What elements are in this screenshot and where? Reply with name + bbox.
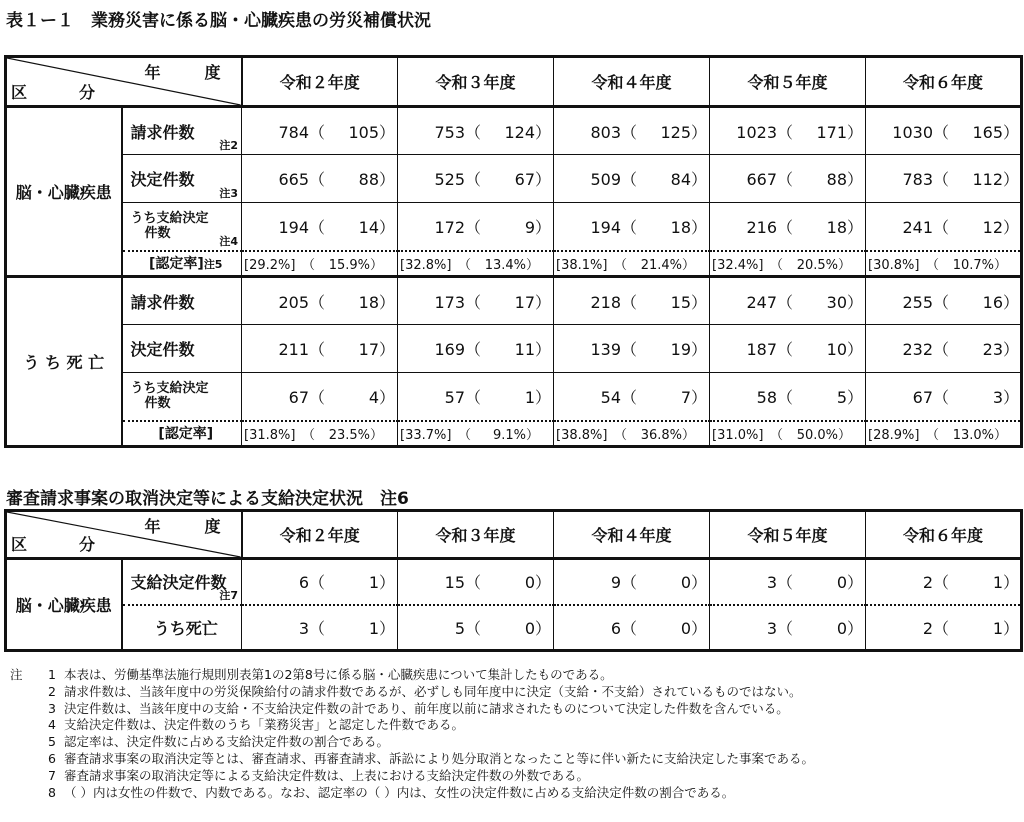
footnotes	[10, 667, 814, 801]
cell-total: 67	[288, 387, 309, 407]
row-rate	[6, 421, 1022, 447]
year-header: 令和６年度	[866, 57, 1022, 107]
cell-total: 139	[590, 340, 621, 359]
cell-total: 67	[912, 387, 933, 407]
footnote-line	[10, 717, 814, 734]
footnote-line	[10, 734, 814, 751]
row-label-text: 決定件数	[130, 170, 195, 189]
cell-total: 509	[590, 170, 621, 189]
data-cell: [29.2%] （ 15.9%）	[242, 251, 398, 277]
cell-female: 171	[816, 122, 847, 142]
cell-rate-total: [38.1%]	[556, 257, 608, 273]
data-cell: [33.7%] （ 9.1%）	[398, 421, 554, 447]
data-cell: 205（ 18）	[242, 277, 398, 325]
cell-rate-total: [28.9%]	[868, 427, 920, 443]
row-label: 決定件数	[122, 325, 242, 373]
cell-rate-total: [33.7%]	[400, 427, 452, 443]
data-cell: 194（ 18）	[554, 203, 710, 251]
row-rate	[6, 251, 1022, 277]
data-cell: [31.8%] （ 23.5%）	[242, 421, 398, 447]
footnote-line	[10, 667, 814, 684]
cell-total: 3	[766, 573, 777, 593]
footnote-number: 1	[48, 667, 56, 682]
cell-total: 803	[590, 122, 621, 142]
year-header: 令和６年度	[866, 511, 1022, 559]
year-header: 令和２年度	[242, 511, 398, 559]
cell-rate-female: 13.4%	[484, 257, 526, 273]
footnote-text: 決定件数は、当該年度中の支給・不支給決定件数の計であり、前年度以前に請求されたものについて決定した件数を含んでいる。	[64, 700, 789, 716]
data-cell: 187（ 10）	[710, 325, 866, 373]
row-label-text: 支給決定件数	[130, 573, 227, 593]
cell-female: 4	[368, 387, 379, 407]
cell-female: 88	[358, 170, 379, 189]
data-cell: 211（ 17）	[242, 325, 398, 373]
row-paid	[6, 203, 1022, 251]
year-header: 令和５年度	[710, 57, 866, 107]
data-cell: 216（ 18）	[710, 203, 866, 251]
cell-female: 0	[524, 618, 535, 638]
cell-female: 1	[368, 573, 379, 593]
table1-title: 表１ー１ 業務災害に係る脳・心臓疾患の労災補償状況	[6, 11, 431, 31]
year-header: 令和４年度	[554, 511, 710, 559]
data-cell: [31.0%] （ 50.0%）	[710, 421, 866, 447]
data-cell: [30.8%] （ 10.7%）	[866, 251, 1022, 277]
cell-total: 247	[746, 292, 777, 312]
group-label-heart-brain: 脳・心臓疾患	[6, 107, 122, 277]
cell-total: 1023	[736, 122, 777, 142]
cell-total: 54	[600, 387, 621, 407]
cell-total: 6	[298, 573, 309, 593]
footnote-label: 注	[10, 667, 23, 682]
data-cell: 232（ 23）	[866, 325, 1022, 373]
data-cell: 2（ 1）	[866, 559, 1022, 605]
data-cell: [32.4%] （ 20.5%）	[710, 251, 866, 277]
corner-category-label: 区 分	[11, 83, 114, 102]
cell-female: 0	[680, 573, 691, 593]
row-label: うち死亡	[122, 605, 242, 651]
cell-female: 0	[524, 573, 535, 593]
cell-total: 784	[278, 122, 309, 142]
data-cell: 139（ 19）	[554, 325, 710, 373]
data-cell: [38.1%] （ 21.4%）	[554, 251, 710, 277]
row-label	[122, 155, 242, 203]
row-label	[122, 251, 242, 277]
footnote-number: 5	[48, 734, 56, 750]
cell-total: 2	[922, 618, 933, 638]
cell-rate-total: [32.8%]	[400, 257, 452, 273]
cell-female: 18	[826, 217, 847, 237]
row-decisions	[6, 155, 1022, 203]
data-cell: [28.9%] （ 13.0%）	[866, 421, 1022, 447]
group-label-heart-brain: 脳・心臓疾患	[6, 559, 122, 651]
cell-total: 15	[444, 573, 465, 593]
row-decisions	[6, 325, 1022, 373]
footnote-number: 3	[48, 700, 56, 716]
cell-female: 1	[992, 573, 1003, 593]
cell-total: 173	[434, 292, 465, 312]
footnote-number: 2	[48, 683, 56, 699]
row-label-text: うち支給決定	[130, 211, 209, 227]
row-label: [認定率]	[122, 421, 242, 447]
cell-female: 0	[836, 573, 847, 593]
corner-year-label: 年 度	[144, 63, 235, 82]
header-corner	[6, 57, 242, 107]
cell-total: 255	[902, 292, 933, 312]
row-label-text: うち支給決定	[130, 381, 209, 397]
row-paid	[6, 559, 1022, 605]
data-cell: 58（ 5）	[710, 373, 866, 421]
data-cell: 1023（ 171）	[710, 107, 866, 155]
data-cell: 194（ 14）	[242, 203, 398, 251]
year-header: 令和４年度	[554, 57, 710, 107]
cell-total: 172	[434, 217, 465, 237]
row-label	[122, 373, 242, 421]
row-claims	[6, 107, 1022, 155]
row-label-text: 請求件数	[130, 122, 195, 142]
cell-rate-female: 10.7%	[952, 257, 994, 273]
data-cell: 509（ 84）	[554, 155, 710, 203]
cell-female: 124	[504, 122, 535, 142]
row-paid	[6, 373, 1022, 421]
cell-female: 165	[972, 122, 1003, 142]
cell-total: 58	[756, 387, 777, 407]
cell-female: 23	[982, 340, 1003, 359]
row-label-text: 件数	[144, 226, 171, 242]
table2-title: 審査請求事案の取消決定等による支給決定状況 注6	[6, 489, 409, 509]
cell-total: 667	[746, 170, 777, 189]
data-cell: 753（ 124）	[398, 107, 554, 155]
appeal-decisions-table	[4, 509, 1023, 652]
cell-female: 11	[514, 340, 535, 359]
cell-rate-female: 9.1%	[492, 427, 526, 443]
footnote-line	[10, 701, 814, 718]
data-cell: 57（ 1）	[398, 373, 554, 421]
cell-female: 19	[670, 340, 691, 359]
cell-total: 3	[298, 618, 309, 638]
cell-rate-female: 36.8%	[640, 427, 682, 443]
data-cell: 5（ 0）	[398, 605, 554, 651]
data-cell: 1030（ 165）	[866, 107, 1022, 155]
footnote-text: 支給決定件数は、決定件数のうち「業務災害」と認定した件数である。	[64, 717, 465, 733]
cell-female: 112	[972, 170, 1003, 189]
corner-category-label: 区 分	[11, 535, 114, 554]
cell-total: 5	[454, 618, 465, 638]
cell-female: 125	[660, 122, 691, 142]
data-cell: 15（ 0）	[398, 559, 554, 605]
data-cell: 67（ 4）	[242, 373, 398, 421]
year-header: 令和５年度	[710, 511, 866, 559]
data-cell: 169（ 11）	[398, 325, 554, 373]
data-cell: 173（ 17）	[398, 277, 554, 325]
data-cell: 247（ 30）	[710, 277, 866, 325]
cell-rate-female: 15.9%	[328, 257, 370, 273]
data-cell: 241（ 12）	[866, 203, 1022, 251]
cell-total: 241	[902, 217, 933, 237]
footnote-text: 認定率は、決定件数に占める支給決定件数の割合である。	[64, 734, 390, 750]
cell-female: 5	[836, 387, 847, 407]
cell-total: 57	[444, 387, 465, 407]
year-header: 令和３年度	[398, 511, 554, 559]
cell-rate-female: 21.4%	[640, 257, 682, 273]
data-cell: 667（ 88）	[710, 155, 866, 203]
cell-female: 18	[358, 292, 379, 312]
footnote-text: 請求件数は、当該年度中の労災保険給付の請求件数であるが、必ずしも同年度中に決定（支給・不支給）されているものではない。	[64, 683, 802, 699]
row-label	[122, 107, 242, 155]
data-cell: 9（ 0）	[554, 559, 710, 605]
cell-female: 17	[514, 292, 535, 312]
cell-rate-female: 20.5%	[796, 257, 838, 273]
data-cell: 784（ 105）	[242, 107, 398, 155]
cell-total: 218	[590, 292, 621, 312]
cell-rate-total: [38.8%]	[556, 427, 608, 443]
cell-total: 6	[610, 618, 621, 638]
data-cell: 783（ 112）	[866, 155, 1022, 203]
cell-rate-total: [32.4%]	[712, 257, 764, 273]
cell-rate-total: [31.8%]	[244, 427, 296, 443]
cell-total: 783	[902, 170, 933, 189]
note-ref: 注2	[219, 139, 238, 152]
cell-rate-total: [31.0%]	[712, 427, 764, 443]
data-cell: 2（ 1）	[866, 605, 1022, 651]
data-cell: 3（ 0）	[710, 559, 866, 605]
cell-total: 2	[922, 573, 933, 593]
cell-rate-female: 23.5%	[328, 427, 370, 443]
cell-female: 105	[348, 122, 379, 142]
data-cell: 665（ 88）	[242, 155, 398, 203]
row-label	[122, 559, 242, 605]
data-cell: 803（ 125）	[554, 107, 710, 155]
cell-rate-total: [29.2%]	[244, 257, 296, 273]
cell-total: 665	[278, 170, 309, 189]
cell-female: 10	[826, 340, 847, 359]
cell-female: 67	[514, 170, 535, 189]
cell-female: 9	[524, 217, 535, 237]
cell-total: 194	[278, 217, 309, 237]
cell-total: 232	[902, 340, 933, 359]
data-cell: 525（ 67）	[398, 155, 554, 203]
year-header: 令和２年度	[242, 57, 398, 107]
cell-total: 753	[434, 122, 465, 142]
cell-female: 1	[368, 618, 379, 638]
footnote-number: 8	[48, 784, 56, 800]
row-label	[122, 203, 242, 251]
corner-year-label: 年 度	[144, 517, 235, 536]
cell-female: 1	[992, 618, 1003, 638]
cell-total: 187	[746, 340, 777, 359]
note-ref: 注5	[203, 258, 223, 272]
footnote-text: 審査請求事案の取消決定等による支給決定件数は、上表における支給決定件数の外数である。	[64, 767, 590, 783]
data-cell: 218（ 15）	[554, 277, 710, 325]
data-cell: 3（ 0）	[710, 605, 866, 651]
row-label-text: [認定率]	[149, 256, 204, 273]
data-cell: 3（ 1）	[242, 605, 398, 651]
footnote-number: 4	[48, 717, 56, 733]
cell-total: 169	[434, 340, 465, 359]
cell-female: 3	[992, 387, 1003, 407]
cell-rate-total: [30.8%]	[868, 257, 920, 273]
note-ref: 注4	[219, 234, 238, 248]
data-cell: 67（ 3）	[866, 373, 1022, 421]
cell-rate-female: 13.0%	[952, 427, 994, 443]
cell-female: 12	[982, 217, 1003, 237]
cell-total: 211	[278, 340, 309, 359]
cell-female: 16	[982, 292, 1003, 312]
cell-female: 17	[358, 340, 379, 359]
footnote-line	[10, 684, 814, 701]
footnote-number: 7	[48, 767, 56, 783]
cell-female: 0	[680, 618, 691, 638]
header-corner	[6, 511, 242, 559]
cell-female: 88	[826, 170, 847, 189]
cell-rate-female: 50.0%	[796, 427, 838, 443]
footnote-line	[10, 768, 814, 785]
data-cell: 6（ 0）	[554, 605, 710, 651]
footnote-text: 本表は、労働基準法施行規則別表第1の2第8号に係る脳・心臓疾患について集計したものである。	[64, 667, 613, 682]
cell-total: 194	[590, 217, 621, 237]
footnote-line	[10, 785, 814, 802]
cell-female: 15	[670, 292, 691, 312]
footnote-text: （ ）内は女性の件数で、内数である。なお、認定率の（ ）内は、女性の決定件数に占める支給決定件数の割合である。	[64, 784, 735, 800]
data-cell: 255（ 16）	[866, 277, 1022, 325]
data-cell: 6（ 1）	[242, 559, 398, 605]
cell-female: 7	[680, 387, 691, 407]
cell-female: 0	[836, 618, 847, 638]
footnote-text: 審査請求事案の取消決定等とは、審査請求、再審査請求、訴訟により処分取消となったこと等に伴い新たに支給決定した事案である。	[64, 750, 815, 766]
data-cell: [38.8%] （ 36.8%）	[554, 421, 710, 447]
data-cell: [32.8%] （ 13.4%）	[398, 251, 554, 277]
cell-female: 84	[670, 170, 691, 189]
row-label: 請求件数	[122, 277, 242, 325]
data-cell: 54（ 7）	[554, 373, 710, 421]
cell-total: 205	[278, 292, 309, 312]
cell-female: 1	[524, 387, 535, 407]
cell-total: 9	[610, 573, 621, 593]
cell-female: 18	[670, 217, 691, 237]
cell-female: 14	[358, 217, 379, 237]
row-deaths	[6, 605, 1022, 651]
footnote-number: 6	[48, 750, 56, 766]
footnote-line	[10, 751, 814, 768]
group-label-deaths: う ち 死 亡	[6, 277, 122, 447]
row-claims	[6, 277, 1022, 325]
data-cell: 172（ 9）	[398, 203, 554, 251]
row-label-text: 件数	[144, 396, 171, 412]
note-ref: 注7	[219, 588, 238, 602]
cell-total: 1030	[892, 122, 933, 142]
year-header: 令和３年度	[398, 57, 554, 107]
cell-total: 216	[746, 217, 777, 237]
cell-total: 3	[766, 618, 777, 638]
compensation-table	[4, 55, 1023, 448]
note-ref: 注3	[219, 187, 238, 200]
cell-female: 30	[826, 292, 847, 312]
cell-total: 525	[434, 170, 465, 189]
